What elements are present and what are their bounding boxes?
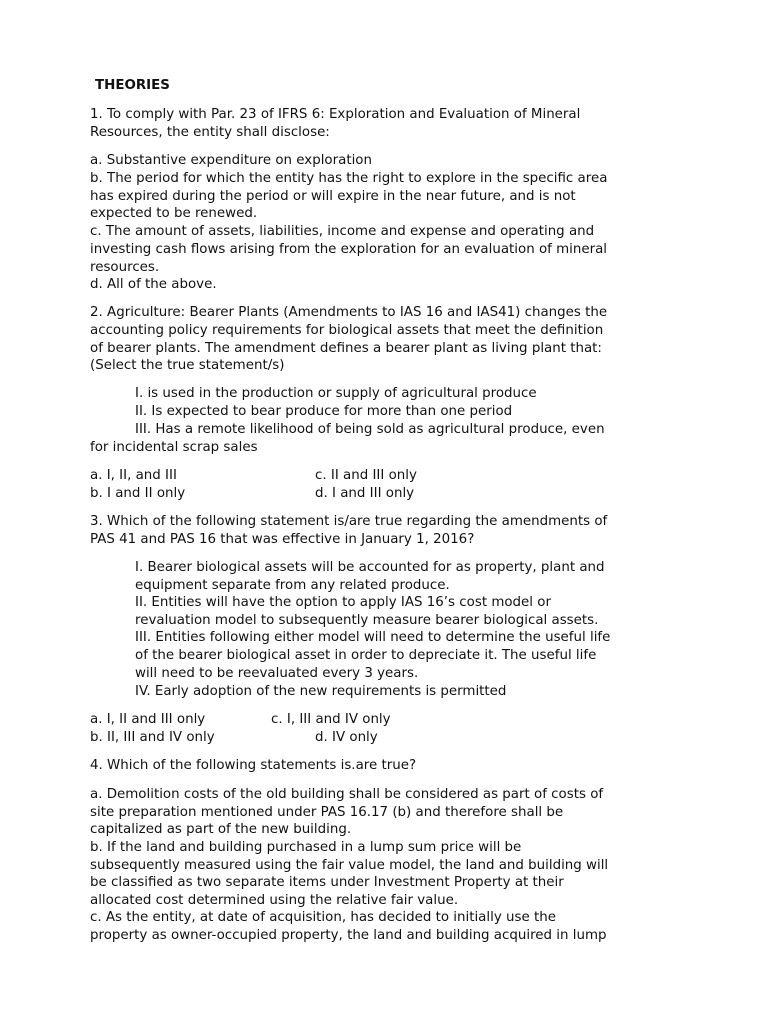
- question-2-choice-b: b. I and II only: [90, 486, 186, 501]
- question-4-stem: 4. Which of the following statements is.are true?: [90, 758, 417, 773]
- question-4-option-line: subsequently measured using the fair value model, the land and building will: [90, 858, 609, 873]
- question-1-option-line: resources.: [90, 260, 160, 275]
- question-4-option-line: c. As the entity, at date of acquisition, has decided to initially use the: [90, 910, 556, 925]
- question-2-choice-d: d. I and III only: [315, 486, 415, 501]
- question-4-option-line: a. Demolition costs of the old building shall be considered as part of costs of: [90, 787, 604, 802]
- question-3-statement: III. Entities following either model will need to determine the useful life: [135, 630, 611, 645]
- question-2-statement: II. Is expected to bear produce for more than one period: [135, 404, 513, 419]
- question-3-stem-line-1: 3. Which of the following statement is/are true regarding the amendments of: [90, 514, 608, 529]
- question-3-choice-a: a. I, II and III only: [90, 712, 206, 727]
- question-2-stem-line-3: of bearer plants. The amendment defines a bearer plant as living plant that:: [90, 341, 602, 356]
- question-4-option-line: property as owner-occupied property, the land and building acquired in lump: [90, 928, 607, 943]
- question-2-statement-continuation: for incidental scrap sales: [90, 440, 258, 455]
- question-3-stem-line-2: PAS 41 and PAS 16 that was effective in January 1, 2016?: [90, 532, 475, 547]
- question-4-option-line: site preparation mentioned under PAS 16.17 (b) and therefore shall be: [90, 805, 564, 820]
- question-1-stem-line-2: Resources, the entity shall disclose:: [90, 125, 330, 140]
- question-3-statement: equipment separate from any related produce.: [135, 578, 450, 593]
- question-3-statement: II. Entities will have the option to apply IAS 16’s cost model or: [135, 595, 551, 610]
- question-1-option-line: expected to be renewed.: [90, 206, 258, 221]
- question-3-statement: will need to be reevaluated every 3 years.: [135, 666, 419, 681]
- question-4-option-line: allocated cost determined using the relative fair value.: [90, 893, 459, 908]
- question-1-option-line: has expired during the period or will expire in the near future, and is not: [90, 189, 576, 204]
- question-4-option-line: capitalized as part of the new building.: [90, 822, 352, 837]
- question-3-choice-d: d. IV only: [315, 730, 378, 745]
- question-2-stem-line-2: accounting policy requirements for biological assets that meet the definition: [90, 323, 604, 338]
- question-1-option-line: a. Substantive expenditure on exploration: [90, 153, 372, 168]
- question-4-option-line: b. If the land and building purchased in a lump sum price will be: [90, 840, 522, 855]
- question-1-option-line: investing cash flows arising from the exploration for an evaluation of mineral: [90, 242, 608, 257]
- question-2-stem-line-1: 2. Agriculture: Bearer Plants (Amendments to IAS 16 and IAS41) changes the: [90, 305, 608, 320]
- question-2-statement: I. is used in the production or supply of agricultural produce: [135, 386, 537, 401]
- question-1-option-line: b. The period for which the entity has the right to explore in the specific area: [90, 171, 608, 186]
- question-2-stem-line-4: (Select the true statement/s): [90, 358, 285, 373]
- question-3-choice-c: c. I, III and IV only: [271, 712, 391, 727]
- question-2-statement: III. Has a remote likelihood of being sold as agricultural produce, even: [135, 422, 605, 437]
- question-3-statement: of the bearer biological asset in order to depreciate it. The useful life: [135, 648, 597, 663]
- question-3-statement: I. Bearer biological assets will be accounted for as property, plant and: [135, 560, 605, 575]
- page-heading: THEORIES: [95, 78, 170, 93]
- question-2-choice-c: c. II and III only: [315, 468, 417, 483]
- question-3-choice-b: b. II, III and IV only: [90, 730, 215, 745]
- question-1-option-line: d. All of the above.: [90, 277, 217, 292]
- question-1-stem-line-1: 1. To comply with Par. 23 of IFRS 6: Exploration and Evaluation of Mineral: [90, 107, 581, 122]
- question-2-choice-a: a. I, II, and III: [90, 468, 177, 483]
- question-3-statement: revaluation model to subsequently measure bearer biological assets.: [135, 613, 599, 628]
- question-1-option-line: c. The amount of assets, liabilities, income and expense and operating and: [90, 224, 595, 239]
- question-3-statement: IV. Early adoption of the new requirements is permitted: [135, 684, 507, 699]
- question-4-option-line: be classified as two separate items under Investment Property at their: [90, 875, 564, 890]
